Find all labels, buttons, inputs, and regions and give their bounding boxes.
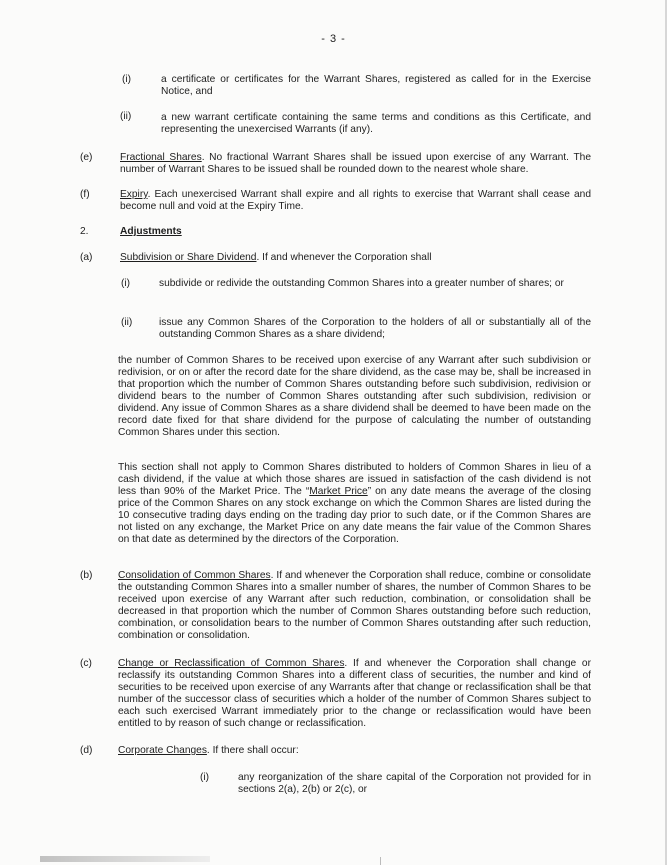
text-fractional-shares: . No fractional Warrant Shares shall be issued upon exercise of any Warrant. The number of Warrant Shares to be issued shall be rounded down to the nearest whole share. [120,152,591,175]
section-c-reclassification [118,658,591,730]
section-b-consolidation [118,570,591,642]
section-d-corporate-changes [118,745,591,757]
scan-footer-tick [380,857,381,865]
paragraph-subdivision-effect: the number of Common Shares to be received upon exercise of any Warrant after such subdivision or redivision, or on or after the record date for the share dividend, as the case may be, shall be increased in that proportion which the number of Common Shares outstanding before such subdivision, redivision or dividend bears to the number of Common Shares outstanding after such subdivision, redivision or dividend. Any issue of Common Shares as a share dividend shall be deemed to have been made on the record date fixed for that share dividend for the purpose of calculating the number of outstanding Common Shares under this section. [118,355,591,438]
heading-expiry: Expiry [120,189,148,200]
subitem-a-ii-share-dividend: issue any Common Shares of the Corporation to the holders of all or substantially all of the outstanding Common Shares as a share dividend; [159,317,591,340]
section-label-e: (e) [80,152,93,163]
item-text-i-certificate: a certificate or certificates for the Warrant Shares, registered as called for in the Exercise Notice, and [161,74,591,97]
text-expiry: . Each unexercised Warrant shall expire and all rights to exercise that Warrant shall cease and become null and void at the Expiry Time. [120,189,591,212]
item-label-ii: (ii) [120,111,132,122]
text-reclassification: . If and whenever the Corporation shall change or reclassify its outstanding Common Shares into a different class of securities, the number and kind of securities to be received upon exercise of any Warrants after that change or reclassification shall be that number of the successor class of securities which a holder of the number of Common Shares subject to each such exercised Warrant immediately prior to the change or reclassification would have been entitled to by reason of such change or reclassification. [118,658,591,729]
page-number: - 3 - [321,33,346,45]
subitem-d-i-reorganization: any reorganization of the share capital of the Corporation not provided for in sections 2(a), 2(b) or 2(c), or [238,772,591,795]
subitem-label-a-ii: (ii) [121,317,133,328]
paragraph-market-price [118,462,591,546]
heading-fractional-shares: Fractional Shares [120,152,202,163]
section-a-subdivision [120,252,591,264]
section-label-f: (f) [80,189,90,200]
text-subdivision-intro: . If and whenever the Corporation shall [256,252,432,263]
heading-consolidation: Consolidation of Common Shares [118,570,271,581]
section-label-d: (d) [80,745,93,756]
subitem-label-a-i: (i) [121,278,131,289]
heading-corporate-changes: Corporate Changes [118,745,207,756]
item-text-ii-new-certificate: a new warrant certificate containing the same terms and conditions as this Certificate, and representing the unexercised Warrants (if any). [161,112,591,135]
section-f-expiry [120,189,591,213]
heading-adjustments: Adjustments [120,226,182,237]
section-label-b: (b) [80,570,93,581]
heading-subdivision: Subdivision or Share Dividend [120,252,257,263]
text-market-price-start: This section shall not apply to Common Shares distributed to holders of Common Shares in lieu of a cash dividend, if the value at which those shares are issued in satisfaction of the cash dividend is not less than 90% of the Market Price. The “ [118,462,591,497]
scan-footer-mark [40,856,210,862]
section-e-fractional-shares [120,152,591,176]
item-label-i: (i) [122,74,132,85]
section-label-c: (c) [80,658,92,669]
subitem-a-i-subdivide: subdivide or redivide the outstanding Common Shares into a greater number of shares; or [159,278,564,289]
section-label-a: (a) [80,252,93,263]
text-consolidation: . If and whenever the Corporation shall reduce, combine or consolidate the outstanding Common Shares into a smaller number of shares, the number of Common Shares to be received upon exercise of any Warrant after such reduction, combination, or consolidation shall be decreased in that proportion which the number of Common Shares outstanding before such reduction, combination, or consolidation bears to the number of Common Shares outstanding after such reduction, combination or consolidation. [118,570,591,641]
term-market-price: Market Price [309,486,368,497]
text-market-price-end: ” on any date means the average of the closing price of the Common Shares on any stock exchange on which the Common Shares are listed during the 10 consecutive trading days ending on the trading day prior to such date, or if the Common Shares are not listed on any exchange, the Market Price on any date means the fair value of the Common Shares on that date as determined by the directors of the Corporation. [118,486,591,545]
subitem-label-d-i: (i) [200,772,210,783]
section-number-2: 2. [80,226,89,237]
heading-reclassification: Change or Reclassification of Common Shares [118,658,345,669]
text-corporate-changes: . If there shall occur: [206,745,299,756]
